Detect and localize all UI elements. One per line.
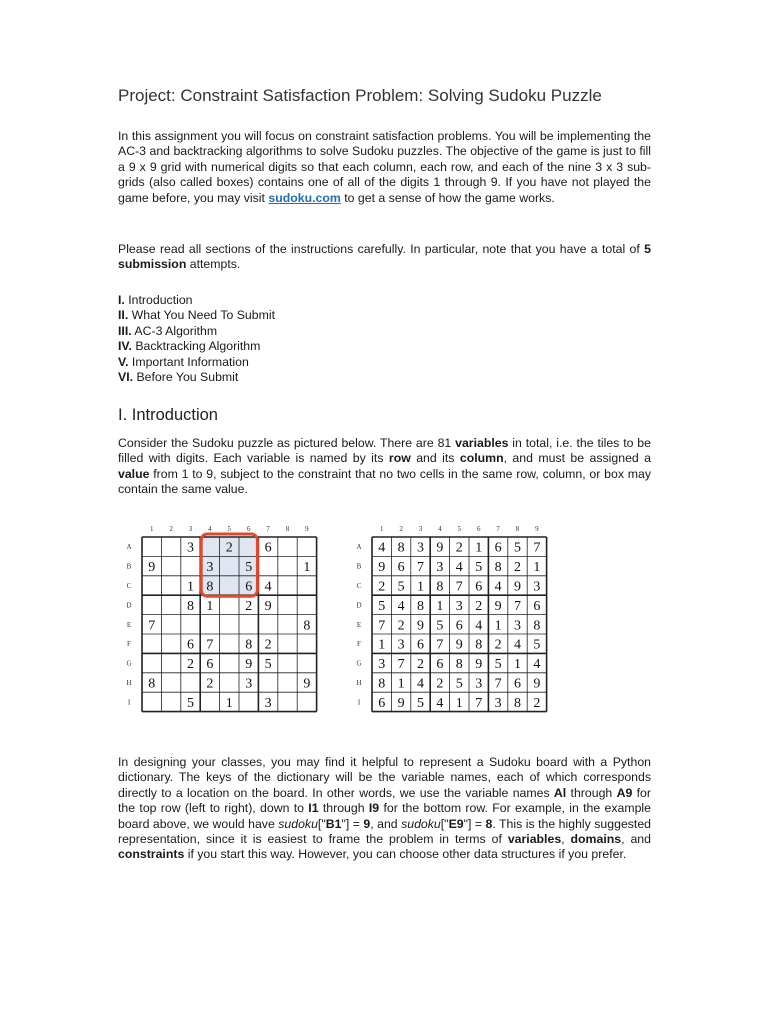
puzzle-cell-digit: 1 — [187, 579, 194, 595]
solution-cell-digit: 3 — [455, 598, 463, 614]
solution-cell-digit: 7 — [397, 657, 405, 673]
solution-cell-digit: 9 — [494, 598, 502, 614]
solution-row-label: I — [357, 698, 361, 707]
puzzle-row-label: I — [127, 698, 131, 707]
table-of-contents — [118, 293, 275, 385]
puzzle-cell-digit: 6 — [264, 540, 272, 556]
solution-row-label: D — [356, 601, 362, 610]
puzzle-row-label: H — [126, 679, 132, 687]
solution-cell-digit: 3 — [533, 579, 541, 595]
solution-cell-digit: 9 — [533, 676, 541, 692]
page-title: Project: Constraint Satisfaction Problem: Solving Sudoku Puzzle — [118, 86, 602, 105]
solution-cell-digit: 4 — [475, 618, 483, 634]
solution-cell-digit: 2 — [533, 695, 541, 711]
solution-row-label: F — [357, 640, 361, 649]
solution-cell-digit: 7 — [378, 618, 386, 634]
solution-col-label: 5 — [457, 525, 462, 533]
puzzle-cell-digit: 3 — [245, 676, 253, 692]
puzzle-cell-digit: 8 — [206, 579, 214, 595]
solution-col-label: 9 — [535, 525, 539, 533]
solution-cell-digit: 1 — [475, 540, 483, 556]
section-paragraph: Consider the Sudoku puzzle as pictured below. There are 81 variables in total, i.e. the tiles to be filled with digits. Each variable is named by its row and its column, and must be assigned a value from 1 to 9, subject to the constraint that no two cells in the same row, column, or box may contain the same value. — [118, 436, 652, 497]
solution-cell-digit: 4 — [436, 695, 444, 711]
solution-cell-digit: 9 — [475, 657, 483, 673]
intro-paragraph: In this assignment you will focus on constraint satisfaction problems. You will be implementing the AC-3 and backtracking algorithms to solve Sudoku puzzles. The objective of the game is just to fill a 9 x 9 grid with numerical digits so that each column, each row, and each of the nine 3 x 3 sub-grids (also called boxes) contains one of all of the digits 1 through 9. If you have not played the game before, you may visit sudoku.com to get a sense of how the game works. — [118, 129, 651, 205]
section-heading: I. Introduction — [118, 406, 218, 424]
solution-cell-digit: 5 — [436, 618, 444, 634]
solution-cell-digit: 4 — [514, 637, 521, 653]
solution-cell-digit: 1 — [436, 598, 444, 614]
solution-cell-digit: 9 — [378, 560, 386, 576]
puzzle-row-label: F — [127, 640, 131, 649]
puzzle-col-label: 6 — [246, 525, 251, 533]
solution-cell-digit: 8 — [378, 676, 386, 692]
puzzle-cell-digit: 1 — [206, 598, 214, 614]
puzzle-cell-digit: 1 — [225, 695, 233, 711]
puzzle-cell-digit: 8 — [148, 676, 156, 692]
puzzle-cell-digit: 2 — [264, 637, 272, 653]
solution-cell-digit: 5 — [514, 540, 521, 556]
solution-col-label: 3 — [418, 525, 423, 533]
toc-item: I. Introduction — [118, 293, 193, 307]
puzzle-cell-digit: 2 — [206, 676, 214, 692]
solution-cell-digit: 1 — [494, 618, 502, 634]
puzzle-col-label: 3 — [188, 525, 193, 533]
solution-cell-digit: 6 — [417, 637, 424, 653]
solution-cell-digit: 9 — [397, 695, 405, 711]
solution-cell-digit: 8 — [475, 637, 483, 653]
solution-col-label: 8 — [515, 525, 520, 533]
solution-cell-digit: 8 — [397, 540, 405, 556]
sudoku-link[interactable]: sudoku.com — [268, 190, 341, 205]
solution-cell-digit: 4 — [417, 676, 424, 692]
puzzle-cell-digit: 9 — [148, 560, 156, 576]
toc-item: III. AC-3 Algorithm — [118, 323, 218, 338]
toc-item: II. What You Need To Submit — [118, 308, 275, 323]
solution-cell-digit: 6 — [475, 579, 483, 595]
solution-cell-digit: 4 — [533, 657, 541, 673]
puzzle-row-label: C — [126, 582, 132, 590]
puzzle-row-label: A — [126, 543, 132, 552]
puzzle-board — [118, 520, 318, 720]
solution-cell-digit: 9 — [455, 637, 463, 653]
puzzle-cell-digit: 5 — [264, 657, 272, 673]
solution-cell-digit: 6 — [436, 657, 444, 673]
puzzle-cell-digit: 4 — [264, 579, 272, 595]
puzzle-cell-digit: 8 — [303, 618, 311, 634]
puzzle-cell-digit: 3 — [206, 560, 214, 576]
puzzle-cell-digit: 8 — [245, 637, 253, 653]
solution-cell-digit: 9 — [436, 540, 444, 556]
solution-cell-digit: 1 — [514, 657, 521, 673]
solution-cell-digit: 5 — [397, 579, 405, 595]
solution-cell-digit: 9 — [514, 579, 521, 595]
solution-cell-digit: 1 — [533, 560, 541, 576]
solution-cell-digit: 8 — [533, 618, 541, 634]
solution-col-label: 7 — [496, 525, 500, 533]
solution-cell-digit: 5 — [455, 676, 463, 692]
solution-cell-digit: 9 — [417, 618, 424, 634]
solution-cell-digit: 7 — [436, 637, 444, 653]
puzzle-cell-digit: 6 — [187, 637, 194, 653]
toc-item: IV. Backtracking Algorithm — [118, 339, 261, 354]
solution-cell-digit: 7 — [494, 676, 502, 692]
puzzle-col-label: 7 — [266, 525, 270, 533]
puzzle-cell-digit: 1 — [303, 560, 311, 576]
solution-col-label: 1 — [379, 525, 384, 533]
solution-cell-digit: 7 — [533, 540, 541, 556]
solution-cell-digit: 6 — [514, 676, 521, 692]
solution-cell-digit: 8 — [417, 598, 424, 614]
solution-col-label: 2 — [399, 525, 403, 533]
puzzle-row-label: E — [126, 620, 132, 629]
puzzle-col-label: 5 — [227, 525, 232, 533]
solution-cell-digit: 6 — [455, 618, 463, 634]
solution-cell-digit: 5 — [417, 695, 424, 711]
solution-cell-digit: 4 — [494, 579, 502, 595]
puzzle-cell-digit: 6 — [206, 657, 214, 673]
puzzle-col-label: 2 — [169, 525, 173, 533]
solution-row-label: A — [356, 543, 362, 552]
puzzle-row-label: D — [126, 601, 132, 610]
solution-cell-digit: 1 — [455, 695, 463, 711]
solution-col-label: 4 — [438, 525, 442, 533]
puzzle-row-label: B — [126, 562, 132, 571]
solution-cell-digit: 3 — [494, 695, 502, 711]
solution-row-label: C — [356, 582, 362, 590]
puzzle-cell-digit: 7 — [148, 618, 156, 634]
puzzle-col-label: 9 — [305, 525, 309, 533]
puzzle-cell-digit: 3 — [264, 695, 272, 711]
puzzle-board-svg — [118, 520, 318, 715]
solution-cell-digit: 3 — [514, 618, 521, 634]
solution-cell-digit: 2 — [397, 618, 405, 634]
puzzle-cell-digit: 9 — [245, 657, 253, 673]
puzzle-cell-digit: 2 — [225, 540, 233, 556]
puzzle-cell-digit: 9 — [264, 598, 272, 614]
solution-cell-digit: 2 — [378, 579, 386, 595]
solution-cell-digit: 6 — [397, 560, 405, 576]
solution-row-label: B — [356, 562, 362, 571]
puzzle-cell-digit: 2 — [245, 598, 253, 614]
solution-cell-digit: 8 — [436, 579, 444, 595]
design-paragraph: In designing your classes, you may find it helpful to represent a Sudoku board with a Python dictionary. The keys of the dictionary will be the variable names, each of which corresponds directly to a location on the board. In other words, we use the variable names Al through A9 for the top row (left to right), down to I1 through I9 for the bottom row. For example, in the example board above, we would have sudoku["B1"] = 9, and sudoku["E9"] = 8. This is the highly suggested representation, since it is easiest to frame the problem in terms of variables, domains, and constraints if you start this way. However, you can choose other data structures if you prefer. — [118, 755, 652, 862]
puzzle-col-label: 1 — [149, 525, 154, 533]
puzzle-cell-digit: 5 — [245, 560, 253, 576]
solution-cell-digit: 1 — [397, 676, 405, 692]
solution-board-svg — [348, 520, 548, 715]
puzzle-cell-digit: 5 — [187, 695, 194, 711]
puzzle-cell-digit: 7 — [206, 637, 214, 653]
puzzle-cell-digit: 2 — [187, 657, 194, 673]
solution-board — [348, 520, 548, 720]
solution-row-label: H — [356, 679, 362, 687]
toc-item: V. Important Information — [118, 354, 249, 369]
solution-cell-digit: 3 — [436, 560, 444, 576]
solution-cell-digit: 6 — [494, 540, 502, 556]
solution-cell-digit: 7 — [475, 695, 483, 711]
puzzle-cell-digit: 6 — [245, 579, 253, 595]
solution-cell-digit: 2 — [436, 676, 444, 692]
solution-row-label: E — [356, 620, 362, 629]
solution-cell-digit: 4 — [378, 540, 386, 556]
solution-cell-digit: 2 — [514, 560, 521, 576]
solution-cell-digit: 4 — [455, 560, 463, 576]
solution-cell-digit: 5 — [494, 657, 502, 673]
solution-cell-digit: 1 — [417, 579, 424, 595]
solution-cell-digit: 7 — [514, 598, 521, 614]
puzzle-col-label: 4 — [208, 525, 212, 533]
solution-cell-digit: 2 — [494, 637, 502, 653]
solution-cell-digit: 3 — [475, 676, 483, 692]
solution-cell-digit: 8 — [514, 695, 521, 711]
solution-cell-digit: 5 — [533, 637, 541, 653]
puzzle-cell-digit: 3 — [187, 540, 194, 556]
solution-cell-digit: 6 — [378, 695, 386, 711]
solution-row-label: G — [356, 659, 362, 668]
solution-cell-digit: 8 — [494, 560, 502, 576]
puzzle-cell-digit: 9 — [303, 676, 311, 692]
solution-cell-digit: 5 — [475, 560, 483, 576]
solution-cell-digit: 1 — [378, 637, 386, 653]
solution-cell-digit: 3 — [417, 540, 424, 556]
solution-cell-digit: 8 — [455, 657, 463, 673]
solution-cell-digit: 5 — [378, 598, 386, 614]
toc-item: VI. Before You Submit — [118, 370, 239, 385]
puzzle-row-label: G — [126, 659, 132, 668]
solution-col-label: 6 — [476, 525, 481, 533]
solution-cell-digit: 2 — [455, 540, 463, 556]
solution-cell-digit: 7 — [417, 560, 424, 576]
solution-cell-digit: 4 — [397, 598, 405, 614]
puzzle-col-label: 8 — [285, 525, 290, 533]
puzzle-cell-digit: 8 — [187, 598, 194, 614]
solution-cell-digit: 2 — [417, 657, 424, 673]
solution-cell-digit: 3 — [378, 657, 386, 673]
solution-cell-digit: 3 — [397, 637, 405, 653]
instructions-paragraph: Please read all sections of the instructions carefully. In particular, note that you have a total of 5 submission attempts. — [118, 242, 651, 272]
solution-cell-digit: 7 — [455, 579, 463, 595]
solution-cell-digit: 6 — [533, 598, 541, 614]
solution-cell-digit: 2 — [475, 598, 483, 614]
